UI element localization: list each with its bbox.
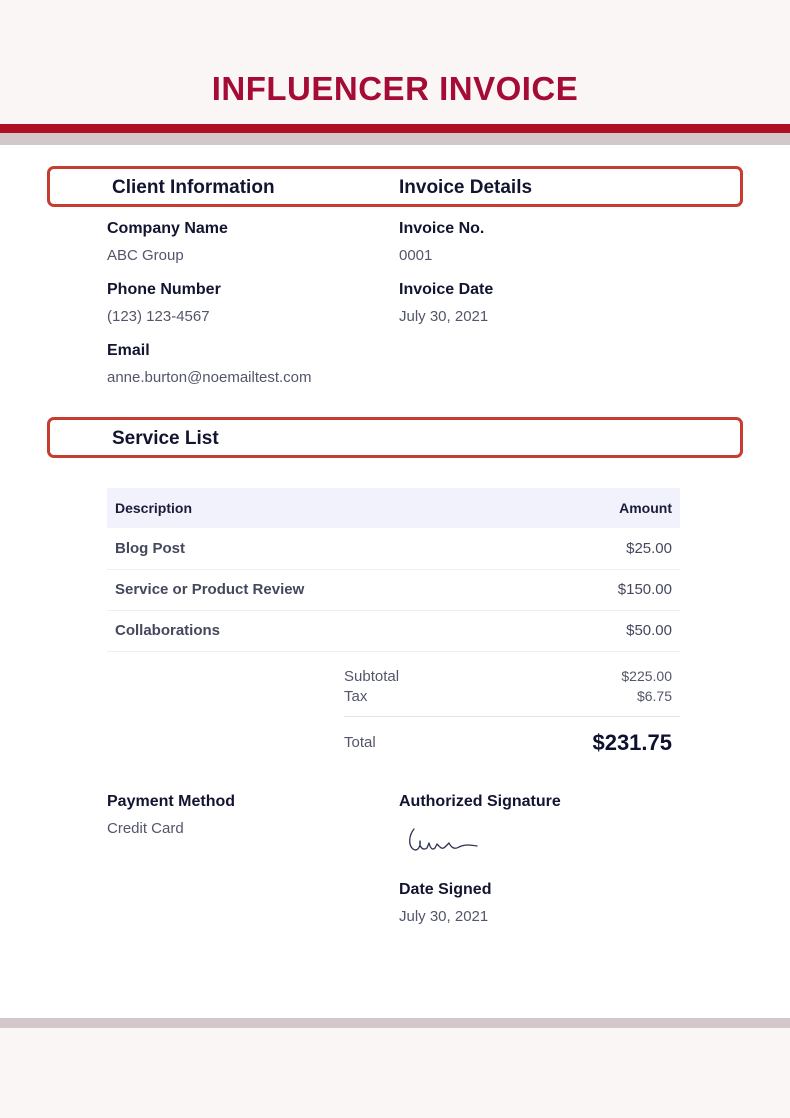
total-value: $231.75: [592, 730, 672, 755]
payment-method-value: Credit Card: [107, 820, 184, 837]
header-divider-red: [0, 124, 790, 133]
service-table-header: [107, 488, 680, 528]
tax-value: $6.75: [636, 688, 672, 704]
amount-column-header: Amount: [619, 500, 672, 516]
invoice-date-label: Invoice Date: [399, 281, 494, 298]
tax-label: Tax: [344, 688, 368, 705]
invoice-details-title: Invoice Details: [399, 177, 533, 198]
total-label: Total: [344, 734, 376, 751]
row-description: Service or Product Review: [115, 581, 305, 598]
phone-label: Phone Number: [107, 281, 221, 298]
row-description: Collaborations: [115, 622, 221, 639]
date-signed-value: July 30, 2021: [399, 908, 489, 925]
table-row: [107, 528, 680, 570]
invoice-number-value: 0001: [399, 247, 433, 264]
invoice-title: INFLUENCER INVOICE: [211, 70, 579, 107]
service-list-title: Service List: [112, 428, 219, 449]
company-name-label: Company Name: [107, 220, 228, 237]
subtotal-label: Subtotal: [344, 668, 400, 685]
invoice-number-label: Invoice No.: [399, 220, 485, 237]
company-name-value: ABC Group: [107, 247, 184, 264]
row-amount: $150.00: [617, 581, 672, 598]
table-row: [107, 569, 680, 611]
phone-value: (123) 123-4567: [107, 308, 210, 325]
description-column-header: Description: [115, 500, 193, 516]
row-description: Blog Post: [115, 540, 185, 557]
payment-method-label: Payment Method: [107, 793, 236, 810]
header-divider-gray: [0, 133, 790, 145]
subtotal-value: $225.00: [621, 668, 672, 684]
authorized-signature-label: Authorized Signature: [399, 793, 561, 810]
signature-image: [405, 823, 485, 855]
client-info-title: Client Information: [112, 177, 275, 198]
footer-divider: [0, 1018, 790, 1028]
row-amount: $50.00: [626, 622, 672, 639]
summary-divider: [344, 716, 680, 717]
email-value: anne.burton@noemailtest.com: [107, 369, 312, 386]
table-row: [107, 610, 680, 652]
date-signed-label: Date Signed: [399, 881, 492, 898]
footer-band: [0, 1028, 790, 1118]
invoice-date-value: July 30, 2021: [399, 308, 489, 325]
row-amount: $25.00: [626, 540, 672, 557]
email-label: Email: [107, 342, 150, 359]
